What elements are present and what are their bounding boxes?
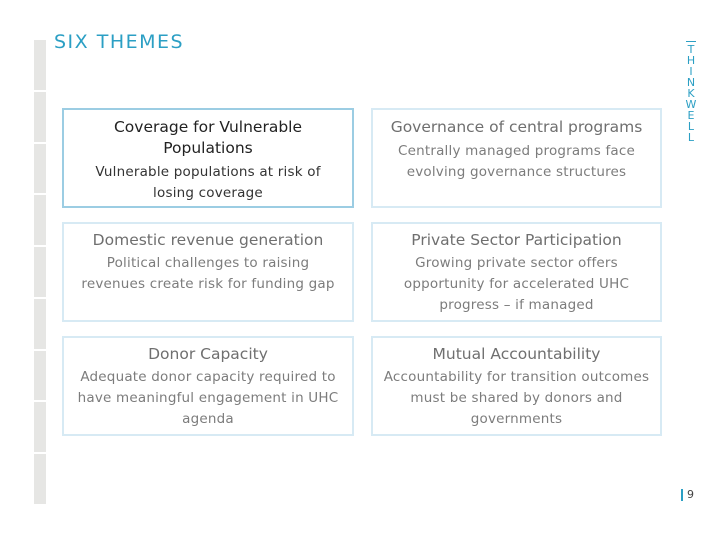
- logo-bar: [686, 41, 696, 42]
- theme-heading: Donor Capacity: [148, 345, 268, 363]
- logo-letter: N: [686, 76, 696, 89]
- logo-letter: E: [687, 109, 695, 122]
- theme-card-domestic-revenue[interactable]: [62, 222, 354, 322]
- sidebar-segment: [34, 144, 46, 196]
- sidebar-segment: [34, 195, 46, 247]
- logo-letter: I: [689, 65, 693, 78]
- theme-heading: Mutual Accountability: [432, 345, 601, 363]
- logo-letter: T: [687, 43, 695, 56]
- theme-card-mutual-accountability[interactable]: [371, 336, 662, 436]
- theme-description: Vulnerable populations at risk of losing coverage: [95, 164, 321, 201]
- theme-description: Accountability for transition outcomes must be shared by donors and governments: [383, 369, 650, 427]
- sidebar-segment: [34, 299, 46, 351]
- theme-heading: Governance of central programs: [390, 118, 643, 136]
- theme-heading: Private Sector Participation: [411, 231, 622, 249]
- sidebar-segment: [34, 92, 46, 144]
- theme-card-governance[interactable]: [371, 108, 662, 208]
- theme-description: Centrally managed programs face evolving governance structures: [397, 143, 636, 180]
- sidebar-segment: [34, 40, 46, 92]
- theme-card-private-sector[interactable]: [371, 222, 662, 322]
- thinkwell-logo: [684, 41, 698, 143]
- logo-letter: H: [686, 54, 696, 67]
- page-title: SIX THEMES: [54, 31, 185, 53]
- theme-description: Growing private sector offers opportunity for accelerated UHC progress – if managed: [403, 255, 630, 313]
- sidebar-segment: [34, 247, 46, 299]
- logo-letter: K: [687, 87, 695, 100]
- sidebar-segment: [34, 402, 46, 454]
- page-number-text: 9: [687, 488, 694, 501]
- sidebar-segment: [34, 351, 46, 403]
- theme-heading: Coverage for Vulnerable Populations: [113, 118, 303, 157]
- sidebar-segment: [34, 454, 46, 506]
- logo-letter: W: [685, 98, 697, 111]
- theme-description: Adequate donor capacity required to have meaningful engagement in UHC agenda: [77, 369, 339, 427]
- sidebar-decoration: [34, 40, 46, 506]
- theme-heading: Domestic revenue generation: [92, 231, 324, 249]
- page-number-marker: [681, 489, 683, 501]
- theme-description: Political challenges to raising revenues create risk for funding gap: [81, 255, 335, 292]
- page-number: [681, 488, 694, 501]
- theme-card-donor-capacity[interactable]: [62, 336, 354, 436]
- theme-card-coverage[interactable]: [62, 108, 354, 208]
- logo-letter: L: [687, 120, 695, 133]
- logo-letter: L: [687, 131, 695, 144]
